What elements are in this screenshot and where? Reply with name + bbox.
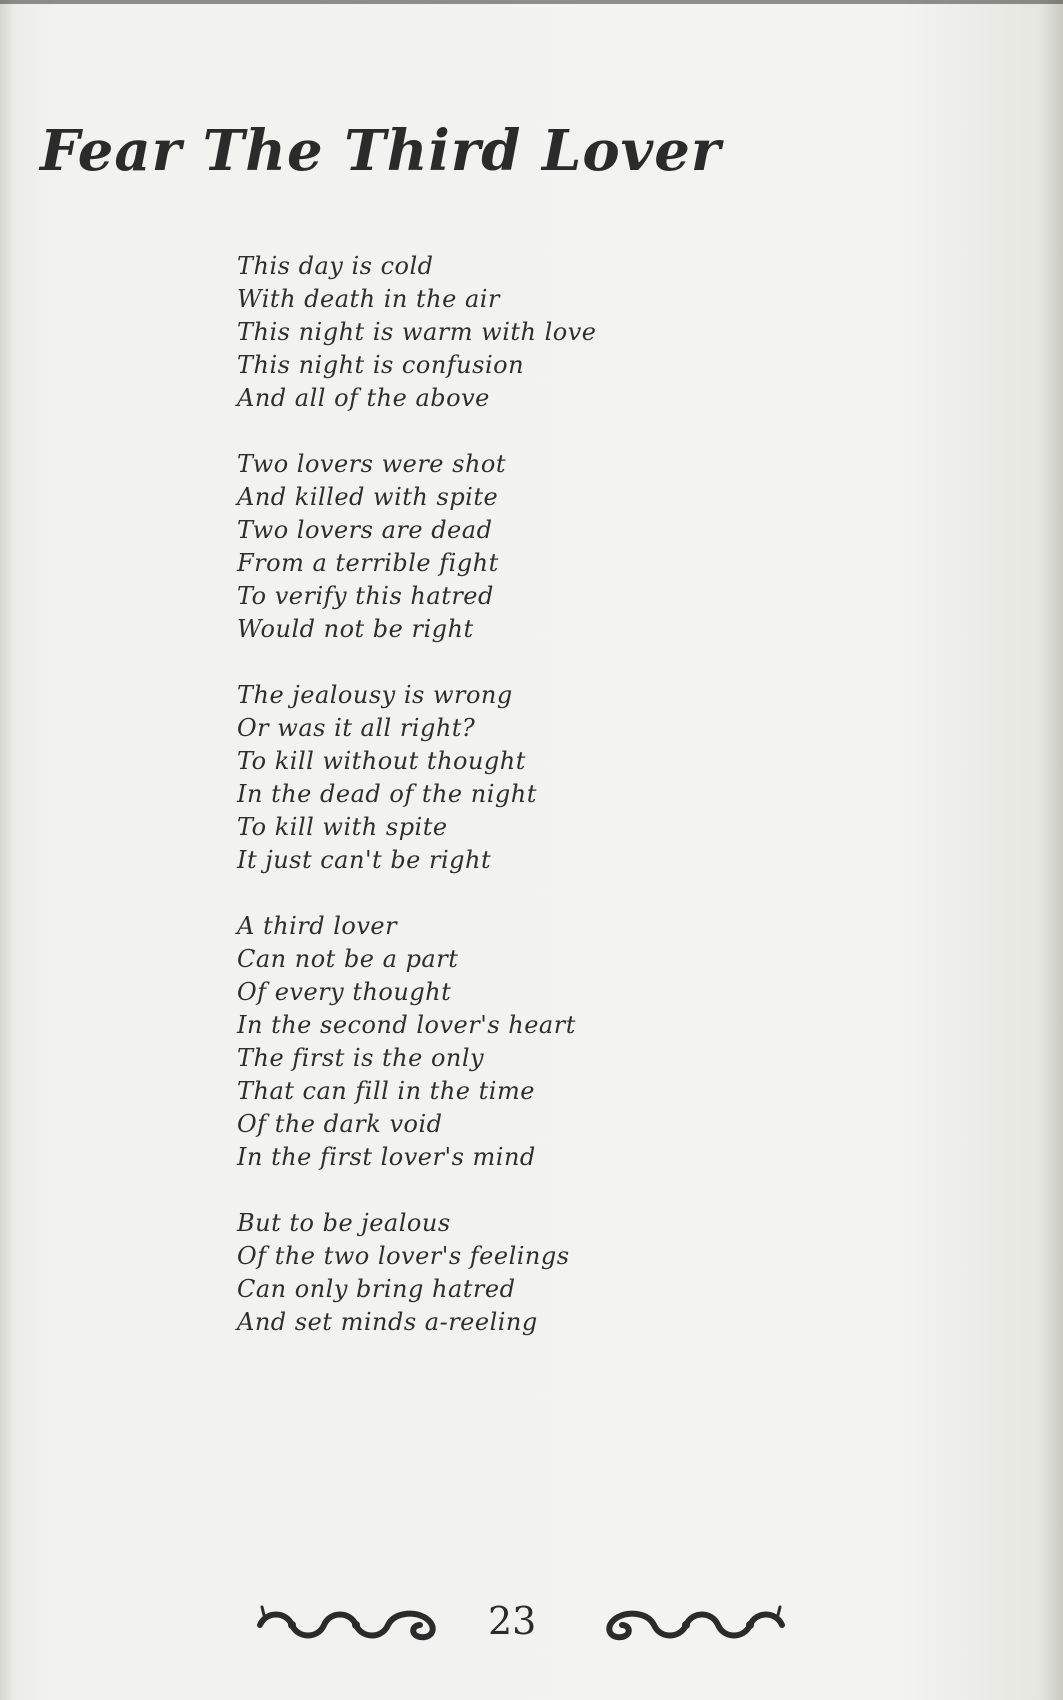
poem-line: Or was it all right? <box>237 714 476 742</box>
poem-line: Can not be a part <box>237 945 459 973</box>
poem-line: To kill with spite <box>237 813 448 841</box>
page-edge-shadow <box>0 0 1063 4</box>
page-number: 23 <box>488 1599 537 1643</box>
poem-line: Of every thought <box>237 978 452 1006</box>
poem-line: To verify this hatred <box>237 582 494 610</box>
poem-line: Would not be right <box>237 615 474 643</box>
poem-line: Of the two lover's feelings <box>237 1242 570 1270</box>
poem-body <box>237 250 596 1372</box>
stanza <box>237 1207 596 1339</box>
poem-line: And all of the above <box>237 384 490 412</box>
page-footer <box>0 1595 1063 1655</box>
stanza <box>237 250 596 415</box>
poem-line: A third lover <box>237 912 398 940</box>
poem-line: With death in the air <box>237 285 500 313</box>
poem-line: This day is cold <box>237 252 434 280</box>
poem-line: And killed with spite <box>237 483 499 511</box>
poem-line: Two lovers are dead <box>237 516 493 544</box>
poem-line: Of the dark void <box>237 1110 443 1138</box>
poem-line: The jealousy is wrong <box>237 681 513 709</box>
poem-line: From a terrible fight <box>237 549 499 577</box>
right-flourish-icon <box>590 1603 790 1647</box>
poem-line: And set minds a-reeling <box>237 1308 538 1336</box>
poem-title: Fear The Third Lover <box>40 118 722 184</box>
poem-line: In the dead of the night <box>237 780 537 808</box>
poem-line: But to be jealous <box>237 1209 451 1237</box>
poem-line: This night is confusion <box>237 351 525 379</box>
poem-line: To kill without thought <box>237 747 526 775</box>
left-flourish-icon <box>252 1603 452 1647</box>
poem-line: That can fill in the time <box>237 1077 535 1105</box>
poem-line: Two lovers were shot <box>237 450 506 478</box>
poem-line: This night is warm with love <box>237 318 597 346</box>
stanza <box>237 910 596 1174</box>
poem-line: It just can't be right <box>237 846 492 874</box>
poem-line: In the first lover's mind <box>237 1143 536 1171</box>
poem-line: Can only bring hatred <box>237 1275 516 1303</box>
stanza <box>237 448 596 646</box>
poem-line: The first is the only <box>237 1044 485 1072</box>
stanza <box>237 679 596 877</box>
poem-line: In the second lover's heart <box>237 1011 576 1039</box>
